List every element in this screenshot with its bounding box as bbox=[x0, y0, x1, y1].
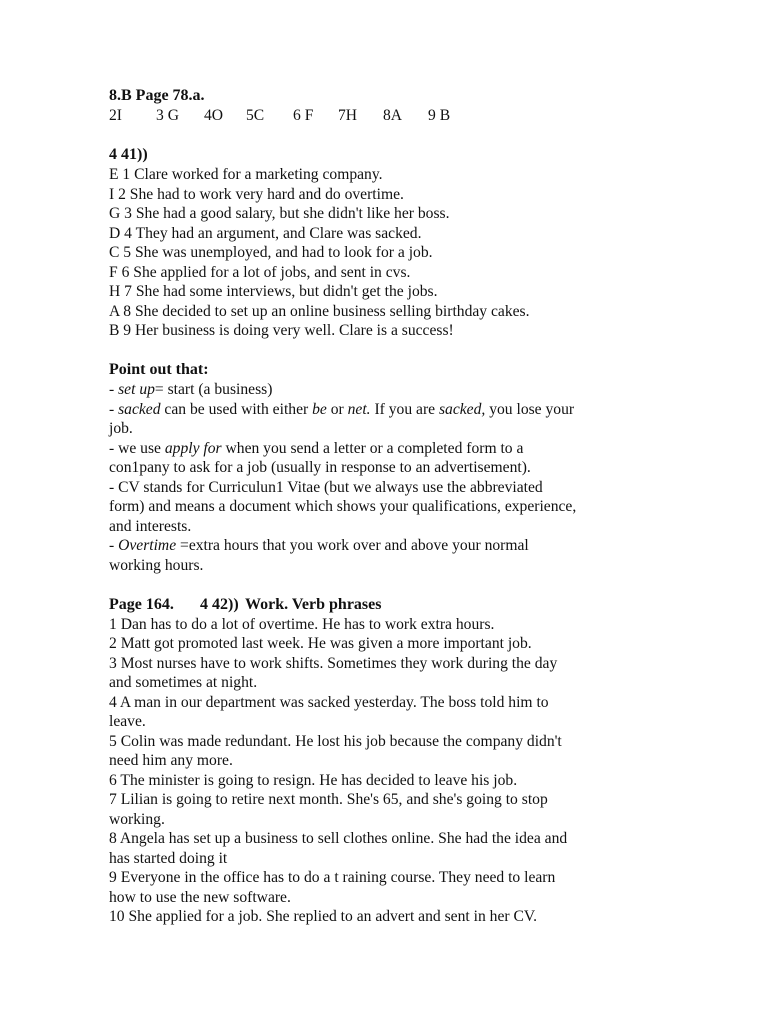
story-line: B 9 Her business is doing very well. Clare is a success! bbox=[109, 322, 454, 339]
answer-key-row bbox=[109, 106, 669, 126]
note-term: sacked bbox=[118, 400, 161, 418]
phrase-line: leave. bbox=[109, 713, 146, 730]
spacer bbox=[109, 575, 669, 595]
story-line: D 4 They had an argument, and Clare was sacked. bbox=[109, 224, 422, 242]
note-overtime bbox=[109, 536, 669, 556]
heading-title: Work. Verb phrases bbox=[245, 595, 382, 613]
note-term: be bbox=[312, 400, 327, 418]
spacer bbox=[109, 126, 669, 146]
phrase-line: working. bbox=[109, 810, 165, 828]
section-heading-page164 bbox=[109, 595, 669, 615]
note-apply-for-cont: con1pany to ask for a job (usually in response to an advertisement). bbox=[109, 459, 531, 476]
phrase-line: 5 Colin was made redundant. He lost his job because the company didn't bbox=[109, 732, 562, 750]
note-apply-for bbox=[109, 439, 669, 459]
phrase-line: how to use the new software. bbox=[109, 888, 291, 906]
note-text: you lose your bbox=[485, 400, 575, 418]
phrase-line: 8 Angela has set up a business to sell clothes online. She had the idea and bbox=[109, 830, 568, 847]
note-text: or bbox=[326, 400, 348, 418]
note-term: sacked, bbox=[438, 400, 486, 418]
note-set-up bbox=[109, 380, 669, 400]
story-line: A 8 She decided to set up an online business selling birthday cakes. bbox=[109, 302, 530, 320]
phrase-line: and sometimes at night. bbox=[109, 674, 258, 691]
note-overtime-cont: working hours. bbox=[109, 556, 204, 574]
note-sacked-cont: job. bbox=[109, 420, 133, 437]
phrase-line: 7 Lilian is going to retire next month. She's 65, and she's going to stop bbox=[109, 791, 548, 808]
note-text: = start (a business) bbox=[154, 381, 273, 398]
phrase-line: 4 A man in our department was sacked yesterday. The boss told him to bbox=[109, 693, 549, 711]
note-term: set up bbox=[118, 381, 155, 398]
answer-item: 5C bbox=[246, 107, 265, 124]
answer-item: 9 B bbox=[428, 107, 451, 124]
note-dash: - bbox=[109, 381, 119, 398]
section-heading-8b: 8.B Page 78.a. bbox=[109, 87, 205, 104]
story-line: H 7 She had some interviews, but didn't get the jobs. bbox=[109, 283, 438, 300]
note-text: =extra hours that you work over and above your normal bbox=[176, 537, 529, 554]
answer-item: 3 G bbox=[156, 107, 179, 124]
note-text: - we use bbox=[109, 439, 165, 457]
note-dash: - bbox=[109, 400, 119, 418]
note-text: can be used with either bbox=[160, 400, 313, 418]
note-sacked bbox=[109, 400, 669, 420]
note-dash: - bbox=[109, 537, 119, 554]
document-page bbox=[109, 86, 669, 927]
phrase-line: 3 Most nurses have to work shifts. Sometimes they work during the day bbox=[109, 654, 558, 672]
story-line: G 3 She had a good salary, but she didn't like her boss. bbox=[109, 205, 450, 222]
phrase-line: 2 Matt got promoted last week. He was given a more important job. bbox=[109, 635, 532, 652]
note-term: Overtime bbox=[118, 537, 177, 554]
answer-item: 2I bbox=[109, 107, 122, 124]
note-term: apply for bbox=[164, 439, 222, 457]
phrase-line: 10 She applied for a job. She replied to an advert and sent in her CV. bbox=[109, 908, 538, 925]
answer-item: 8A bbox=[383, 107, 403, 124]
answer-item: 6 F bbox=[293, 107, 314, 124]
section-heading-point-out: Point out that: bbox=[109, 361, 209, 378]
answer-item: 4O bbox=[204, 107, 224, 124]
note-term: net. bbox=[347, 400, 371, 418]
answer-item: 7H bbox=[338, 107, 358, 124]
phrase-line: has started doing it bbox=[109, 849, 228, 867]
note-cv-cont: and interests. bbox=[109, 517, 192, 535]
phrase-line: 6 The minister is going to resign. He has decided to leave his job. bbox=[109, 771, 518, 789]
phrase-line: 1 Dan has to do a lot of overtime. He has to work extra hours. bbox=[109, 615, 495, 633]
phrase-line: 9 Everyone in the office has to do a t raining course. They need to learn bbox=[109, 869, 556, 886]
note-cv: - CV stands for Curriculun1 Vitae (but we always use the abbreviated bbox=[109, 478, 543, 496]
note-cv-cont: form) and means a document which shows your qualifications, experience, bbox=[109, 498, 577, 515]
phrase-line: need him any more. bbox=[109, 752, 233, 769]
heading-number: 4 42)) bbox=[200, 595, 239, 613]
story-line: F 6 She applied for a lot of jobs, and sent in cvs. bbox=[109, 263, 411, 281]
note-text: when you send a letter or a completed form to a bbox=[221, 439, 524, 457]
story-line: I 2 She had to work very hard and do overtime. bbox=[109, 185, 404, 203]
note-text: If you are bbox=[370, 400, 439, 418]
heading-page: Page 164. bbox=[109, 595, 174, 613]
story-line: C 5 She was unemployed, and had to look for a job. bbox=[109, 244, 433, 261]
story-line: E 1 Clare worked for a marketing company. bbox=[109, 166, 383, 183]
section-heading-441: 4 41)) bbox=[109, 146, 148, 163]
spacer bbox=[109, 341, 669, 361]
